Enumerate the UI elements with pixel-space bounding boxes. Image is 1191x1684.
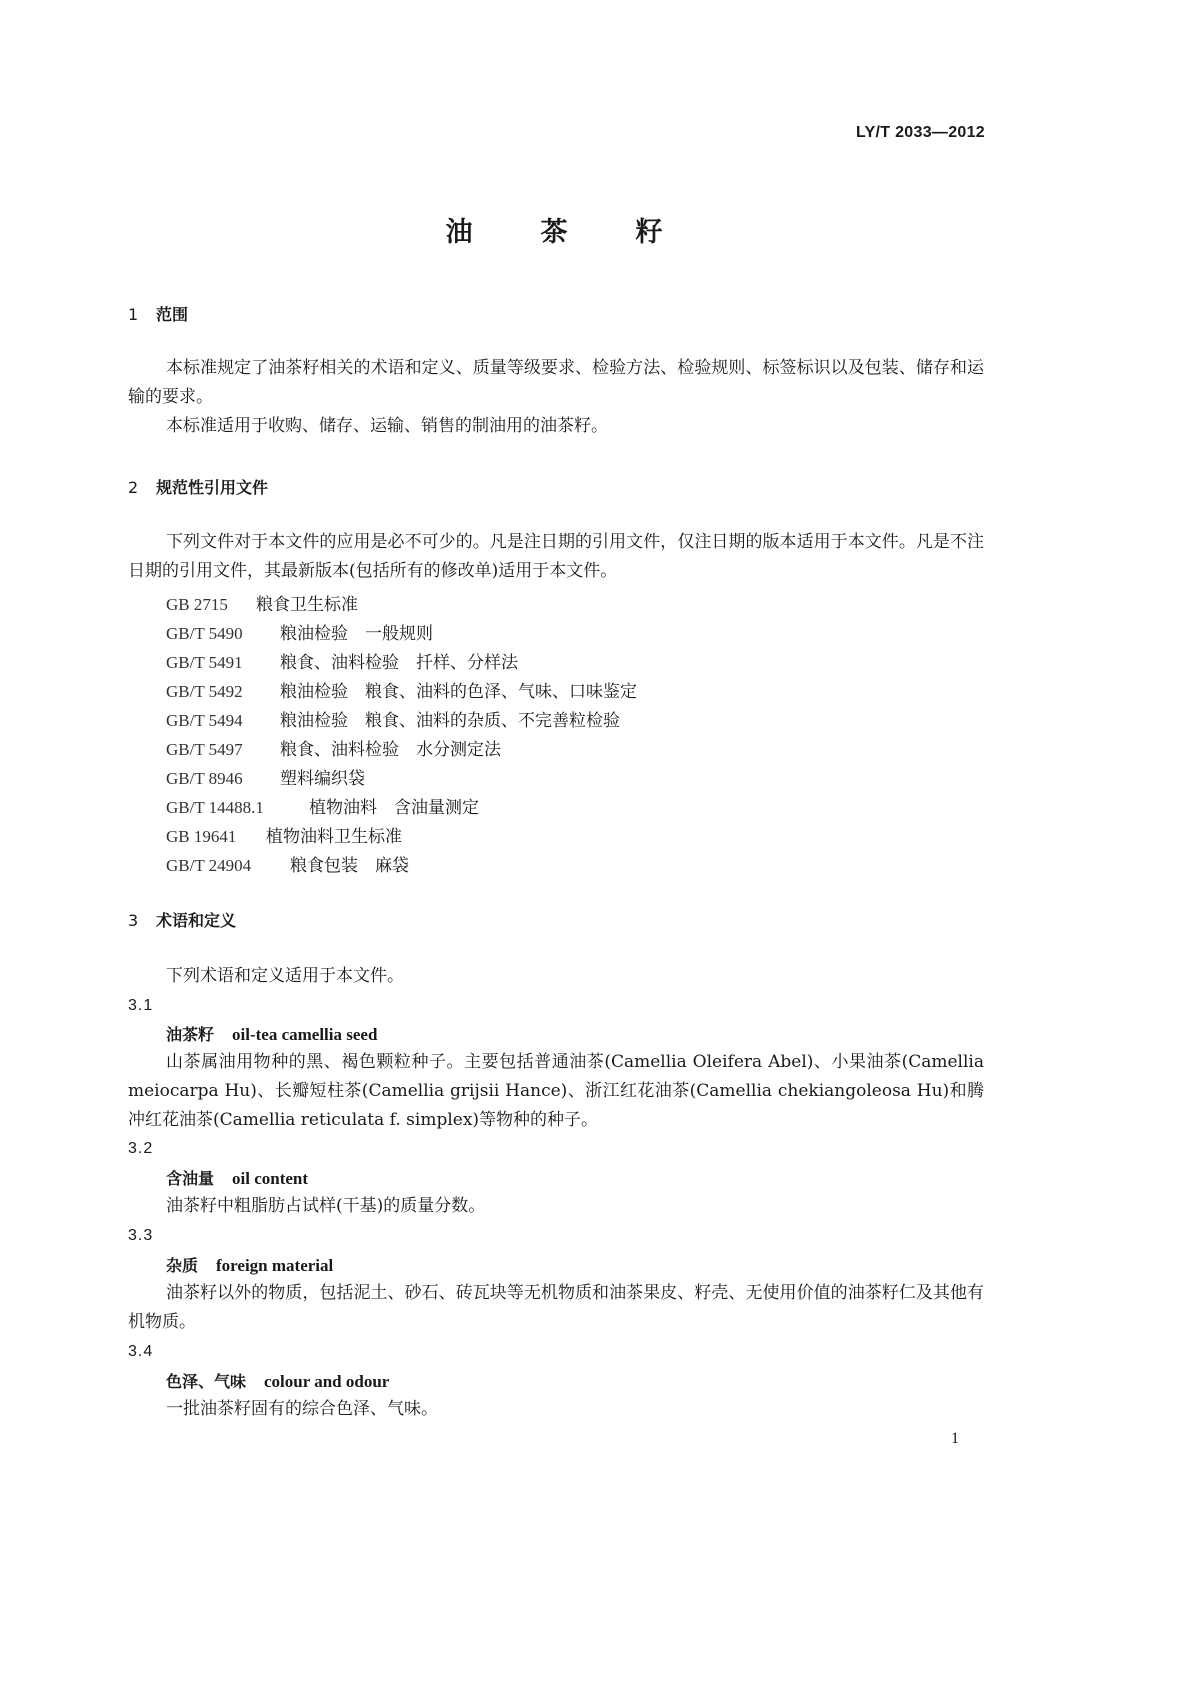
section-heading-references — [128, 475, 268, 498]
reference-item — [166, 793, 479, 818]
term-en: oil-tea camellia seed — [232, 1025, 378, 1044]
reference-title: 粮油检验 粮食、油料的色泽、气味、口味鉴定 — [280, 682, 637, 702]
reference-code: GB/T 24904 — [166, 856, 252, 875]
reference-item — [166, 648, 518, 673]
section-title: 术语和定义 — [156, 911, 237, 930]
reference-item — [166, 851, 409, 876]
term-cn: 色泽、气味 — [166, 1372, 247, 1391]
term-number: 3.4 — [128, 1343, 154, 1360]
section-title: 范围 — [156, 305, 189, 324]
section-heading-scope — [128, 302, 188, 325]
reference-item — [166, 764, 365, 789]
reference-code: GB/T 5492 — [166, 682, 243, 701]
reference-code: GB/T 8946 — [166, 769, 243, 788]
page-title — [0, 210, 1110, 249]
reference-title: 粮油检验 一般规则 — [280, 624, 433, 644]
standard-code: LY/T 2033—2012 — [855, 124, 985, 141]
term-heading — [166, 1369, 389, 1392]
paragraph: 下列术语和定义适用于本文件。 — [166, 966, 404, 986]
section-heading-terms — [128, 908, 236, 931]
title-char: 油 — [445, 217, 475, 248]
paragraph: 本标准规定了油茶籽相关的术语和定义、质量等级要求、检验方法、检验规则、标签标识以及包装、储存和运输的要求。 — [128, 358, 984, 407]
reference-code: GB/T 14488.1 — [166, 798, 264, 817]
term-definition: 油茶籽以外的物质，包括泥土、砂石、砖瓦块等无机物质和油茶果皮、籽壳、无使用价值的油茶籽仁及其他有机物质。 — [128, 1283, 984, 1332]
reference-title: 植物油料 含油量测定 — [309, 798, 479, 818]
term-definition: 油茶籽中粗脂肪占试样(干基)的质量分数。 — [166, 1196, 486, 1216]
reference-code: GB/T 5490 — [166, 624, 243, 643]
term-heading — [166, 1253, 333, 1276]
term-definition: 一批油茶籽固有的综合色泽、气味。 — [166, 1399, 438, 1419]
reference-title: 粮食、油料检验 水分测定法 — [280, 740, 501, 760]
title-char: 茶 — [540, 217, 570, 248]
section-number: 1 — [128, 305, 139, 324]
paragraph: 下列文件对于本文件的应用是必不可少的。凡是注日期的引用文件，仅注日期的版本适用于本文件。凡是不注日期的引用文件，其最新版本(包括所有的修改单)适用于本文件。 — [128, 532, 984, 581]
term-definition: 山茶属油用物种的黑、褐色颗粒种子。主要包括普通油茶(Camellia Oleifera Abel)、小果油茶(Camellia meiocarpa Hu)、长瓣短柱茶(Camellia grijsii Hance)、浙江红花油茶(Camellia chekiangoleosa Hu)和腾冲红花油茶(Camellia reticulata f. simplex)等物种的种子。 — [128, 1052, 984, 1130]
reference-item — [166, 735, 501, 760]
term-en: colour and odour — [264, 1372, 390, 1391]
reference-title: 粮油检验 粮食、油料的杂质、不完善粒检验 — [280, 711, 620, 731]
term-en: foreign material — [216, 1256, 334, 1275]
page-number: 1 — [951, 1430, 959, 1447]
reference-item — [166, 619, 433, 644]
term-cn: 油茶籽 — [166, 1025, 215, 1044]
section-number: 2 — [128, 478, 139, 497]
term-number: 3.2 — [128, 1140, 154, 1157]
section-number: 3 — [128, 911, 139, 930]
reference-title: 粮食卫生标准 — [256, 595, 358, 615]
reference-title: 塑料编织袋 — [280, 769, 365, 789]
reference-item — [166, 822, 402, 847]
term-number: 3.3 — [128, 1227, 154, 1244]
reference-title: 植物油料卫生标准 — [266, 827, 402, 847]
paragraph: 本标准适用于收购、储存、运输、销售的制油用的油茶籽。 — [166, 416, 608, 436]
term-heading — [166, 1022, 377, 1045]
reference-item — [166, 706, 620, 731]
term-en: oil content — [232, 1169, 309, 1188]
reference-item — [166, 590, 358, 615]
term-cn: 含油量 — [166, 1169, 215, 1188]
term-heading — [166, 1166, 308, 1189]
reference-code: GB/T 5494 — [166, 711, 243, 730]
reference-title: 粮食、油料检验 扦样、分样法 — [280, 653, 518, 673]
reference-code: GB 19641 — [166, 827, 237, 846]
reference-title: 粮食包装 麻袋 — [290, 856, 409, 876]
term-cn: 杂质 — [166, 1256, 199, 1275]
section-title: 规范性引用文件 — [156, 478, 269, 497]
reference-code: GB 2715 — [166, 595, 228, 614]
term-number: 3.1 — [128, 997, 154, 1014]
reference-code: GB/T 5491 — [166, 653, 243, 672]
reference-item — [166, 677, 637, 702]
title-char: 籽 — [635, 217, 665, 248]
reference-code: GB/T 5497 — [166, 740, 243, 759]
